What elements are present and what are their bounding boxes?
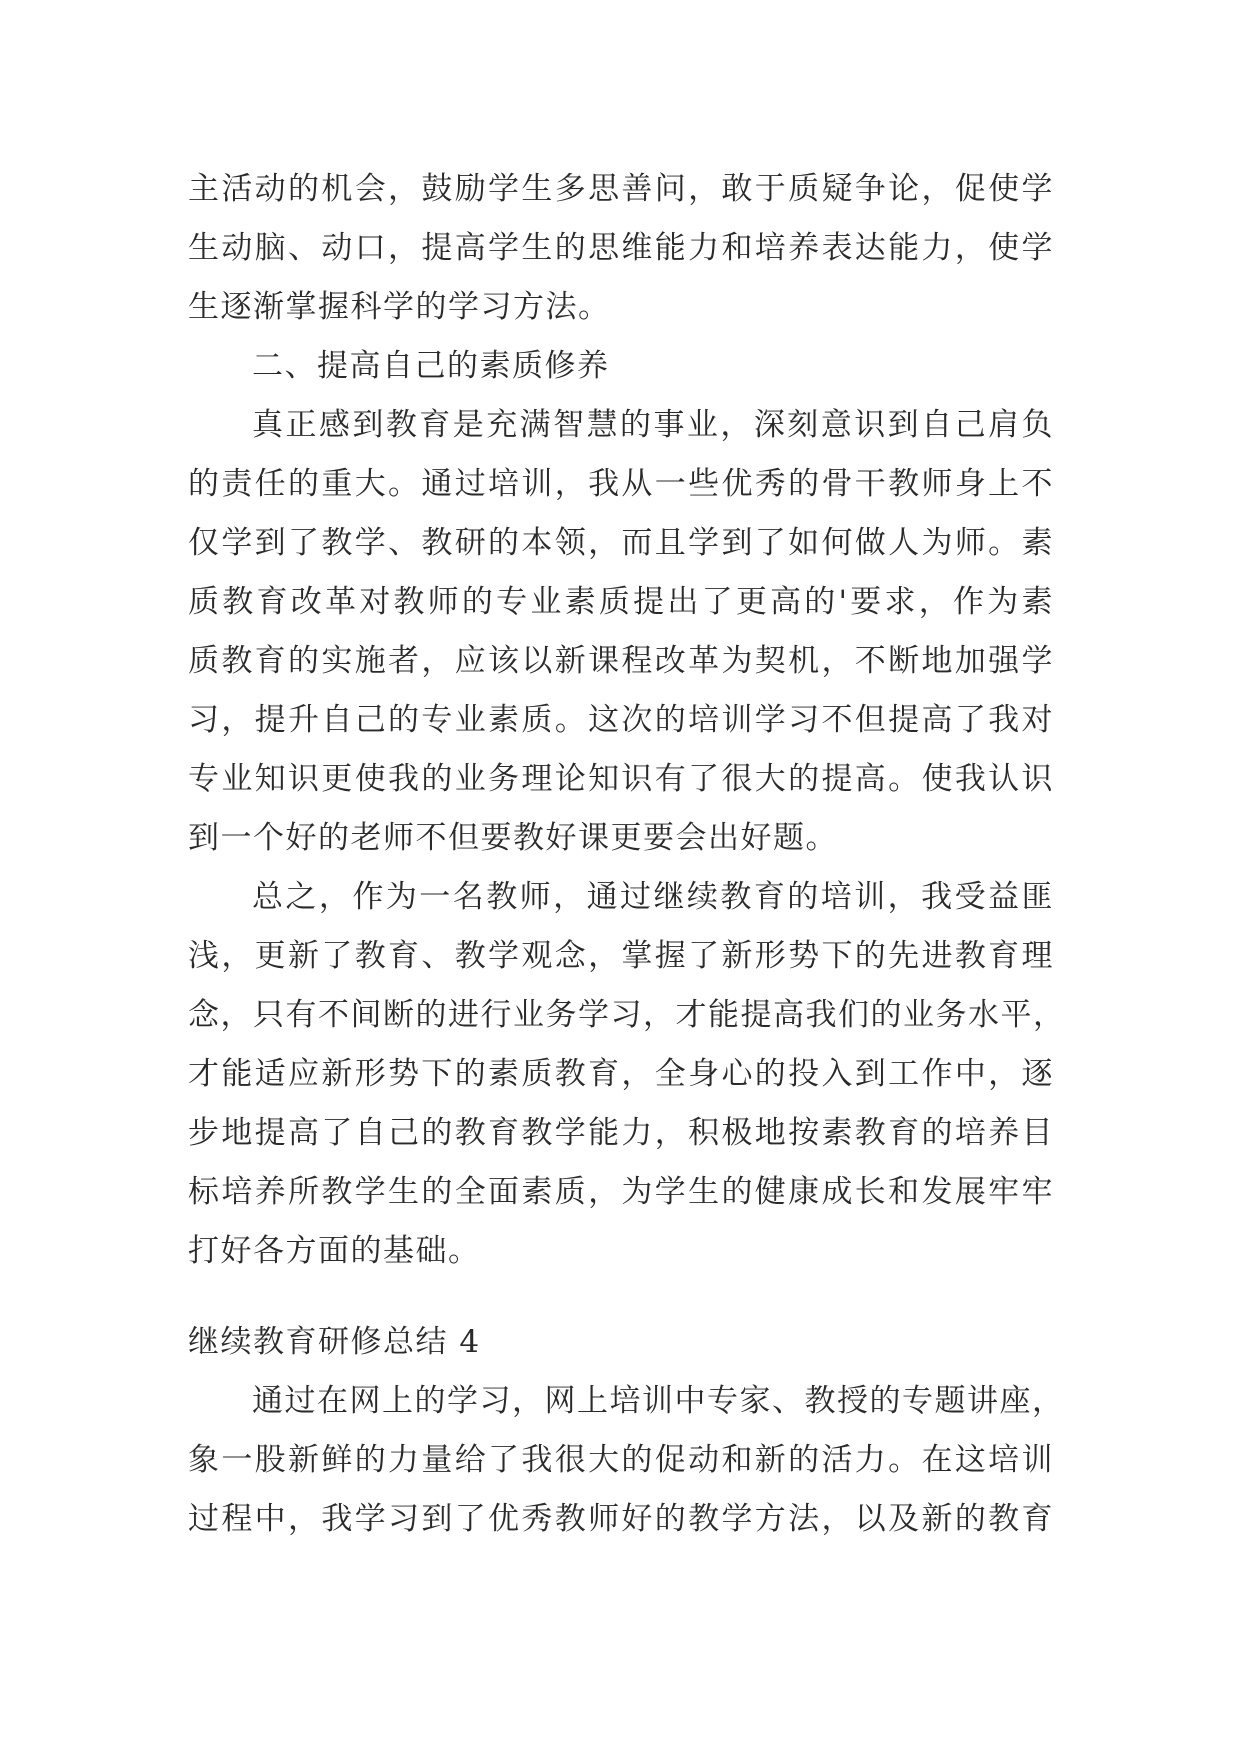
text-line: 标培养所教学生的全面素质，为学生的健康成长和发展牢牢 xyxy=(188,1174,1054,1210)
section-subheading: 二、提高自己的素质修养 xyxy=(252,348,610,384)
text-line: 过程中，我学习到了优秀教师好的教学方法，以及新的教育 xyxy=(188,1501,1054,1537)
text-line: 生逐渐掌握科学的学习方法。 xyxy=(188,289,611,325)
text-line: 主活动的机会，鼓励学生多思善问，敢于质疑争论，促使学 xyxy=(188,171,1054,207)
text-line: 通过在网上的学习，网上培训中专家、教授的专题讲座， xyxy=(252,1383,1065,1419)
text-line: 步地提高了自己的教育教学能力，积极地按素教育的培养目 xyxy=(188,1115,1054,1151)
document-body xyxy=(188,160,1066,1281)
section-heading: 继续教育研修总结 4 xyxy=(188,1324,481,1360)
text-line: 习，提升自己的专业素质。这次的培训学习不但提高了我对 xyxy=(188,702,1054,738)
text-line: 浅，更新了教育、教学观念，掌握了新形势下的先进教育理 xyxy=(188,938,1054,974)
text-line: 专业知识更使我的业务理论知识有了很大的提高。使我认识 xyxy=(188,761,1054,797)
text-line: 到一个好的老师不但要教好课更要会出好题。 xyxy=(188,820,838,856)
text-line: 打好各方面的基础。 xyxy=(188,1233,481,1269)
section-block xyxy=(188,1313,1065,1549)
text-line: 才能适应新形势下的素质教育，全身心的投入到工作中，逐 xyxy=(188,1056,1054,1092)
text-line: 象一股新鲜的力量给了我很大的促动和新的活力。在这培训 xyxy=(188,1442,1054,1478)
text-line: 质教育的实施者，应该以新课程改革为契机，不断地加强学 xyxy=(188,643,1054,679)
text-line: 总之，作为一名教师，通过继续教育的培训，我受益匪 xyxy=(252,879,1054,915)
text-line: 质教育改革对教师的专业素质提出了更高的'要求，作为素 xyxy=(188,584,1054,620)
text-line: 仅学到了教学、教研的本领，而且学到了如何做人为师。素 xyxy=(188,525,1054,561)
text-line: 念，只有不间断的进行业务学习，才能提高我们的业务水平， xyxy=(188,997,1066,1033)
text-line: 的责任的重大。通过培训，我从一些优秀的骨干教师身上不 xyxy=(188,466,1054,502)
text-line: 生动脑、动口，提高学生的思维能力和培养表达能力，使学 xyxy=(188,230,1054,266)
text-line: 真正感到教育是充满智慧的事业，深刻意识到自己肩负 xyxy=(252,407,1054,443)
